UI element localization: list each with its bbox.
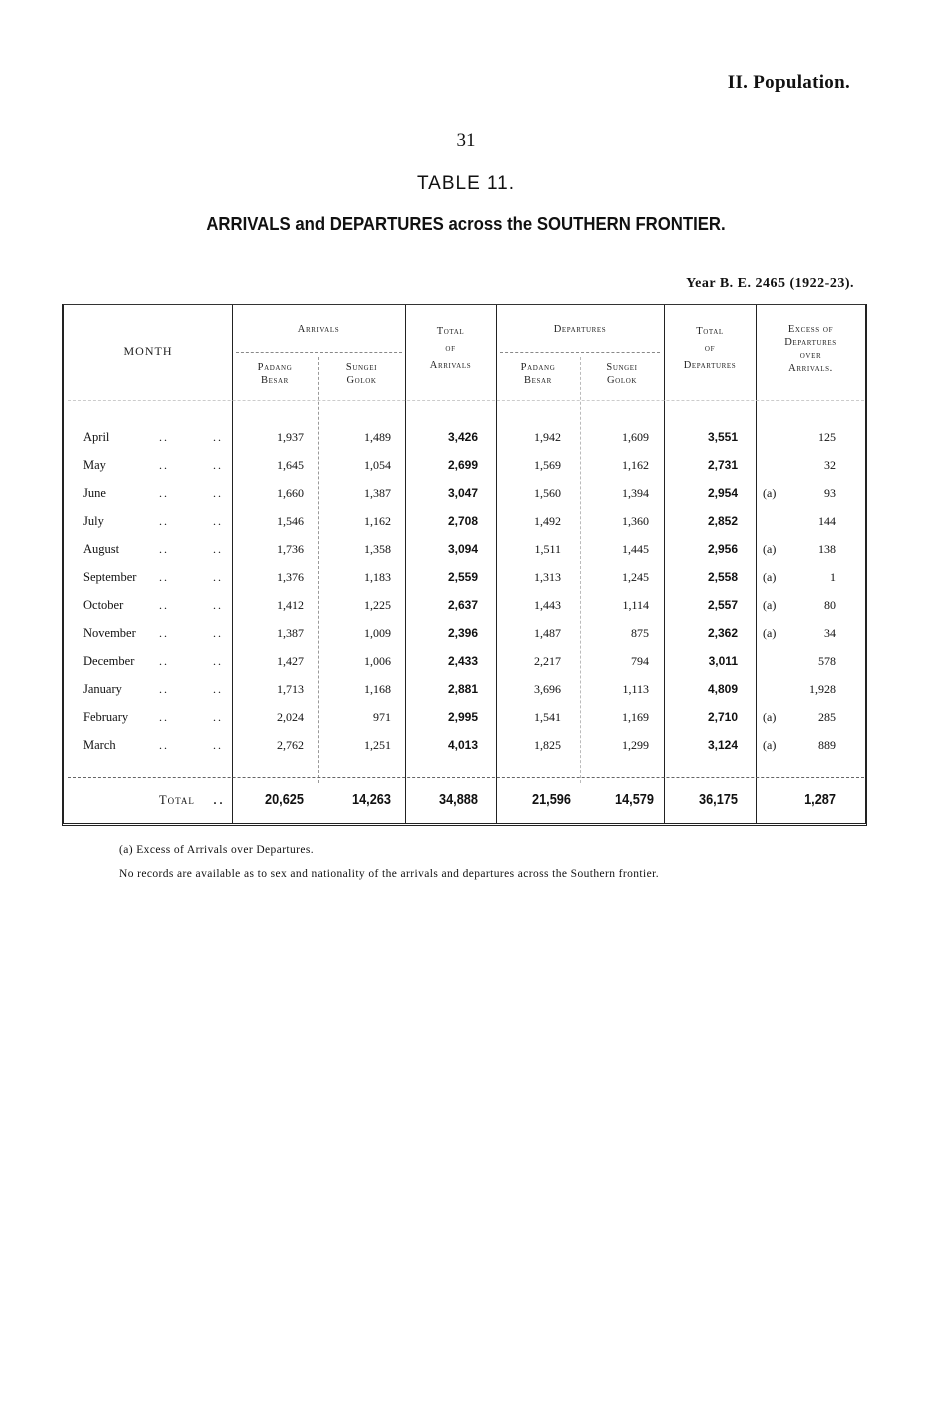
- cell-total-arrivals: 3,094: [447, 542, 478, 556]
- cell-month: October: [83, 598, 124, 612]
- cell-excess: 144: [818, 514, 836, 528]
- leader-dots: ..: [159, 738, 169, 752]
- cell-dep-sungei: 1,162: [622, 458, 649, 472]
- cell-excess: 889: [818, 738, 836, 752]
- cell-total-arrivals: 2,559: [447, 570, 478, 584]
- leader-dots: ..: [213, 682, 223, 696]
- cell-total-departures: 2,731: [707, 458, 738, 472]
- cell-excess: 34: [824, 626, 836, 640]
- cell-arr-sungei: 1,183: [364, 570, 391, 584]
- cell-arr-sungei: 1,006: [364, 654, 391, 668]
- cell-dep-sungei: 1,245: [622, 570, 649, 584]
- cell-arr-sungei: 1,054: [364, 458, 391, 472]
- footnote-records: No records are available as to sex and nationality of the arrivals and departures across the Southern frontier.: [119, 868, 659, 880]
- leader-dots: ..: [213, 430, 223, 444]
- cell-month: March: [83, 738, 116, 752]
- data-table: [62, 304, 867, 826]
- cell-excess-note: (a): [763, 710, 777, 724]
- table-row: [64, 479, 865, 507]
- table-row: [64, 703, 865, 731]
- cell-dep-padang: 1,487: [534, 626, 561, 640]
- header-total-arrivals: Total of Arrivals: [429, 326, 472, 371]
- leader-dots: ..: [213, 791, 225, 808]
- cell-total-departures: 3,124: [707, 738, 738, 752]
- cell-arr-sungei: 1,225: [364, 598, 391, 612]
- cell-dep-padang: 3,696: [534, 682, 561, 696]
- cell-month: July: [83, 514, 104, 528]
- leader-dots: ..: [159, 626, 169, 640]
- header-excess: Excess of Departures over Arrivals.: [784, 324, 837, 374]
- cell-arr-sungei: 971: [373, 710, 391, 724]
- cell-month: June: [83, 486, 106, 500]
- total-total-departures: 36,175: [698, 791, 738, 808]
- table-row: [64, 619, 865, 647]
- leader-dots: ..: [213, 458, 223, 472]
- leader-dots: ..: [159, 682, 169, 696]
- cell-arr-sungei: 1,168: [364, 682, 391, 696]
- cell-total-departures: 2,558: [707, 570, 738, 584]
- table-row: [64, 647, 865, 675]
- cell-arr-padang: 1,736: [277, 542, 304, 556]
- header-month: MONTH: [123, 344, 173, 358]
- leader-dots: ..: [159, 598, 169, 612]
- total-dep-padang: 21,596: [531, 791, 571, 808]
- leader-dots: ..: [213, 542, 223, 556]
- cell-dep-sungei: 1,445: [622, 542, 649, 556]
- cell-arr-padang: 1,937: [277, 430, 304, 444]
- header-arr-padang: Padang Besar: [257, 362, 293, 386]
- leader-dots: ..: [213, 570, 223, 584]
- cell-arr-padang: 1,412: [277, 598, 304, 612]
- table-subtitle: ARRIVALS and DEPARTURES across the SOUTHERN FRONTIER.: [206, 214, 726, 234]
- cell-dep-sungei: 1,169: [622, 710, 649, 724]
- cell-month: November: [83, 626, 136, 640]
- cell-dep-sungei: 1,113: [622, 682, 649, 696]
- cell-arr-sungei: 1,489: [364, 430, 391, 444]
- total-arr-sungei: 14,263: [351, 791, 391, 808]
- leader-dots: ..: [213, 738, 223, 752]
- cell-dep-padang: 1,560: [534, 486, 561, 500]
- cell-excess-note: (a): [763, 486, 777, 500]
- cell-excess: 1: [830, 570, 836, 584]
- cell-dep-padang: 1,492: [534, 514, 561, 528]
- cell-total-departures: 2,954: [707, 486, 738, 500]
- cell-dep-sungei: 1,299: [622, 738, 649, 752]
- leader-dots: ..: [159, 570, 169, 584]
- cell-excess-note: (a): [763, 570, 777, 584]
- header-rule: [236, 352, 402, 353]
- table-row: [64, 591, 865, 619]
- cell-dep-padang: 1,942: [534, 430, 561, 444]
- total-rule: [68, 777, 864, 778]
- cell-total-arrivals: 2,699: [447, 458, 478, 472]
- header-arrivals: Arrivals: [297, 324, 340, 335]
- cell-total-departures: 2,956: [707, 542, 738, 556]
- cell-dep-sungei: 1,394: [622, 486, 649, 500]
- header-dep-sungei: Sungei Golok: [606, 362, 638, 386]
- cell-month: April: [83, 430, 110, 444]
- cell-total-departures: 2,557: [707, 598, 738, 612]
- cell-total-arrivals: 4,013: [447, 738, 478, 752]
- leader-dots: ..: [213, 626, 223, 640]
- cell-month: February: [83, 710, 129, 724]
- cell-excess-note: (a): [763, 626, 777, 640]
- cell-arr-padang: 1,546: [277, 514, 304, 528]
- cell-arr-padang: 2,024: [277, 710, 304, 724]
- cell-excess: 80: [824, 598, 836, 612]
- leader-dots: ..: [159, 514, 169, 528]
- leader-dots: ..: [213, 514, 223, 528]
- cell-arr-padang: 1,660: [277, 486, 304, 500]
- cell-arr-sungei: 1,009: [364, 626, 391, 640]
- table-row: [64, 451, 865, 479]
- cell-dep-sungei: 1,360: [622, 514, 649, 528]
- leader-dots: ..: [213, 710, 223, 724]
- cell-dep-padang: 1,569: [534, 458, 561, 472]
- leader-dots: ..: [159, 486, 169, 500]
- header-total-departures: Total of Departures: [683, 326, 737, 371]
- cell-month: December: [83, 654, 135, 668]
- table-row: [64, 535, 865, 563]
- leader-dots: ..: [159, 654, 169, 668]
- cell-total-arrivals: 2,433: [447, 654, 478, 668]
- totals-row: [64, 783, 865, 817]
- cell-month: January: [83, 682, 122, 696]
- cell-excess-note: (a): [763, 542, 777, 556]
- table-row: [64, 507, 865, 535]
- cell-total-arrivals: 2,995: [447, 710, 478, 724]
- cell-excess: 138: [818, 542, 836, 556]
- table-title: TABLE 11.: [416, 173, 516, 194]
- cell-arr-padang: 1,713: [277, 682, 304, 696]
- cell-total-departures: 4,809: [707, 682, 738, 696]
- cell-dep-padang: 1,825: [534, 738, 561, 752]
- cell-excess: 125: [818, 430, 836, 444]
- table-row: [64, 675, 865, 703]
- cell-arr-padang: 1,645: [277, 458, 304, 472]
- cell-dep-sungei: 1,114: [622, 598, 649, 612]
- table-row: [64, 563, 865, 591]
- header-arr-sungei: Sungei Golok: [345, 362, 378, 386]
- cell-total-arrivals: 2,396: [447, 626, 478, 640]
- cell-arr-padang: 1,376: [277, 570, 304, 584]
- leader-dots: ..: [159, 710, 169, 724]
- leader-dots: ..: [213, 486, 223, 500]
- cell-arr-sungei: 1,387: [364, 486, 391, 500]
- cell-total-arrivals: 2,637: [447, 598, 478, 612]
- table-row: [64, 423, 865, 451]
- table-row: [64, 731, 865, 759]
- section-title: II. Population.: [727, 72, 850, 93]
- cell-total-departures: 3,551: [707, 430, 738, 444]
- cell-dep-sungei: 1,609: [622, 430, 649, 444]
- cell-excess: 93: [824, 486, 836, 500]
- cell-total-departures: 3,011: [708, 654, 738, 668]
- cell-dep-padang: 2,217: [534, 654, 561, 668]
- leader-dots: ..: [159, 430, 169, 444]
- cell-dep-sungei: 794: [631, 654, 649, 668]
- header-dep-padang: Padang Besar: [520, 362, 556, 386]
- cell-arr-padang: 1,427: [277, 654, 304, 668]
- totals-label: Total: [159, 793, 195, 807]
- cell-total-departures: 2,710: [707, 710, 738, 724]
- cell-arr-sungei: 1,162: [364, 514, 391, 528]
- cell-excess-note: (a): [763, 738, 777, 752]
- cell-total-arrivals: 3,426: [447, 430, 478, 444]
- header-rule: [500, 352, 660, 353]
- total-dep-sungei: 14,579: [614, 791, 654, 808]
- cell-total-departures: 2,852: [707, 514, 738, 528]
- cell-total-arrivals: 3,047: [447, 486, 478, 500]
- leader-dots: ..: [159, 458, 169, 472]
- total-arr-padang: 20,625: [264, 791, 304, 808]
- cell-month: May: [83, 458, 106, 472]
- cell-dep-padang: 1,511: [534, 542, 561, 556]
- year-note: Year B. E. 2465 (1922-23).: [686, 276, 854, 291]
- leader-dots: ..: [213, 654, 223, 668]
- cell-excess: 1,928: [809, 682, 836, 696]
- cell-dep-padang: 1,443: [534, 598, 561, 612]
- leader-dots: ..: [213, 598, 223, 612]
- cell-total-arrivals: 2,881: [447, 682, 478, 696]
- leader-dots: ..: [159, 542, 169, 556]
- cell-arr-padang: 2,762: [277, 738, 304, 752]
- cell-arr-sungei: 1,251: [364, 738, 391, 752]
- footnote-a: (a) Excess of Arrivals over Departures.: [119, 844, 315, 856]
- header-rule: [68, 400, 864, 401]
- cell-excess: 578: [818, 654, 836, 668]
- total-excess: 1,287: [804, 791, 836, 808]
- cell-dep-sungei: 875: [631, 626, 649, 640]
- cell-month: September: [83, 570, 137, 584]
- header-departures: Departures: [553, 324, 607, 335]
- cell-arr-padang: 1,387: [277, 626, 304, 640]
- cell-arr-sungei: 1,358: [364, 542, 391, 556]
- cell-total-arrivals: 2,708: [447, 514, 478, 528]
- cell-total-departures: 2,362: [707, 626, 738, 640]
- cell-month: August: [83, 542, 120, 556]
- total-total-arrivals: 34,888: [438, 791, 478, 808]
- cell-dep-padang: 1,313: [534, 570, 561, 584]
- cell-dep-padang: 1,541: [534, 710, 561, 724]
- page-number: 31: [456, 130, 476, 151]
- cell-excess-note: (a): [763, 598, 777, 612]
- cell-excess: 32: [824, 458, 836, 472]
- cell-excess: 285: [818, 710, 836, 724]
